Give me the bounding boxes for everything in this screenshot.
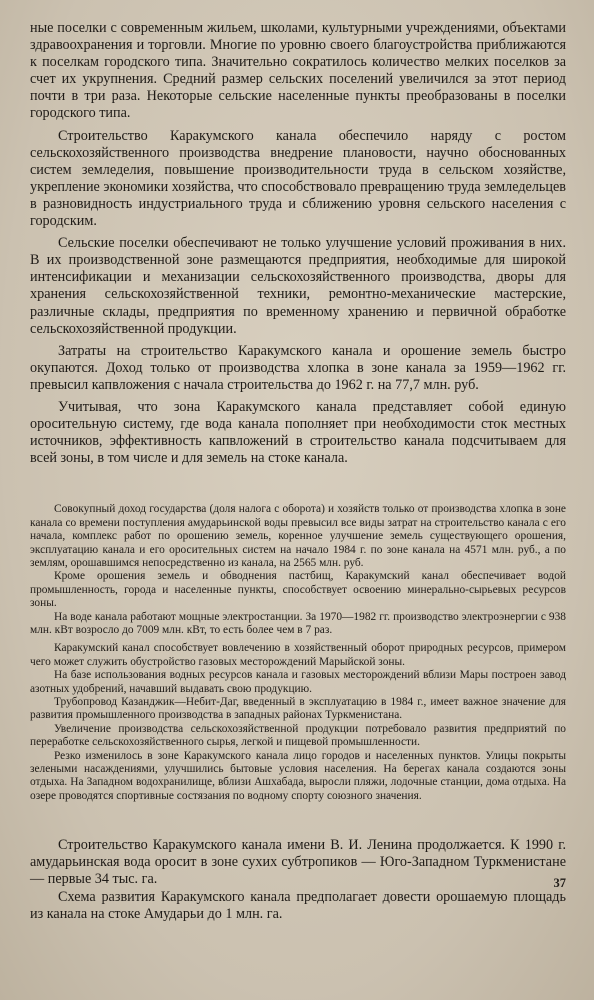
small-paragraph: Кроме орошения земель и обводнения пастбищ, Каракумский канал обеспечивает водой промышленность, города и населенные пункты, способствует освоению минерально-сырьевых ресурсов зоны.: [30, 570, 566, 610]
paragraph: Учитывая, что зона Каракумского канала представляет собой единую оросительную систему, где вода канала пополняет при необходимости сток местных источников, эффективность капвложений в строительство канала подсчитываем для всей зоны, в том числе и для земель на стоке канала.: [30, 398, 566, 467]
paragraph: Схема развития Каракумского канала предполагает довести орошаемую площадь из канала на стоке Амударьи до 1 млн. га.: [30, 888, 566, 922]
paragraph: Строительство Каракумского канала имени В. И. Ленина продолжается. К 1990 г. амударьинская вода оросит в зоне сухих субтропиков — Юго-Западном Туркменистане — первые 34 тыс. га.: [30, 837, 566, 888]
small-paragraph: Совокупный доход государства (доля налога с оборота) и хозяйств только от производства хлопка в зоне канала со времени поступления амударьинской воды превысил все виды затрат на строительство канала с его начала, комплекс работ по орошению земель, коренное улучшение земель существующего орошения, эксплуатацию канала и его оросительных систем на начало 1984 г. по зоне канала на 4571 млн. руб., а по землям, орошавшимся непосредственно из канала, на 2565 млн. руб.: [30, 503, 566, 569]
paragraph: Сельские поселки обеспечивают не только улучшение условий проживания в них. В их производственной зоне размещаются предприятия, необходимые для широкой интенсификации и механизации сельскохозяйственного производства, дворы для хранения сельскохозяйственной техники, ремонтно-механические мастерские, различные склады, предприятия по временному хранению и первичной обработке сельскохозяйственной продукции.: [30, 235, 566, 337]
small-paragraph: Трубопровод Казанджик—Небит-Даг, введенный в эксплуатацию в 1984 г., имеет важное значение для развития промышленного производства в западных районах Туркменистана.: [30, 696, 566, 722]
closing-text: [30, 837, 566, 922]
small-paragraph: Увеличение производства сельскохозяйственной продукции потребовало развития предприятий по переработке сельскохозяйственного сырья, легкой и пищевой промышленности.: [30, 722, 566, 749]
small-paragraph: На базе использования водных ресурсов канала и газовых месторождений вблизи Мары построен завод азотных удобрений, начавший выдавать свою продукцию.: [30, 669, 566, 695]
main-text: [30, 20, 566, 467]
paragraph: Затраты на строительство Каракумского канала и орошение земель быстро окупаются. Доход только от производства хлопка в зоне канала за 1959—1962 гг. превысил капвложения с начала строительства до 1962 г. на 77,7 млн. руб.: [30, 342, 566, 393]
small-paragraph: Каракумский канал способствует вовлечению в хозяйственный оборот природных ресурсов, примером чего может служить обустройство газовых месторождений Марыйской зоны.: [30, 642, 566, 668]
small-paragraph: На воде канала работают мощные электростанции. За 1970—1982 гг. производство электроэнергии с 938 млн. кВт возросло до 7009 млн. кВт, то есть более чем в 7 раз.: [30, 610, 566, 636]
small-print-block: [30, 503, 566, 803]
small-paragraph: Резко изменилось в зоне Каракумского канала лицо городов и населенных пунктов. Улицы покрыты зелеными насаждениями, улучшились бытовые условия населения. На берегах канала создаются зоны отдыха. На Западном водохранилище, вблизи Ашхабада, выросли пляжи, лодочные станции, дома отдыха. На озере проводятся спортивные состязания по водному спорту союзного значения.: [30, 749, 566, 802]
paragraph: Строительство Каракумского канала обеспечило наряду с ростом сельскохозяйственного производства внедрение плановости, научно обоснованных систем земледелия, повышение производительности труда в сельском хозяйстве, укрепление экономики хозяйства, что способствовало превращению труда земледельцев в разновидность индустриального труда и сближению уровня сельского населения с городским.: [30, 127, 566, 230]
page-number: 37: [553, 876, 566, 890]
paragraph: ные поселки с современным жильем, школами, культурными учреждениями, объектами здравоохранения и торговли. Многие по уровню своего благоустройства приближаются к поселкам городского типа. Значительно сократилось количество мелких поселков за счет их укрупнения. Средний размер сельских поселений увеличился за этот период почти в три раза. Некоторые сельские населенные пункты преобразованы в поселки городского типа.: [30, 20, 566, 122]
